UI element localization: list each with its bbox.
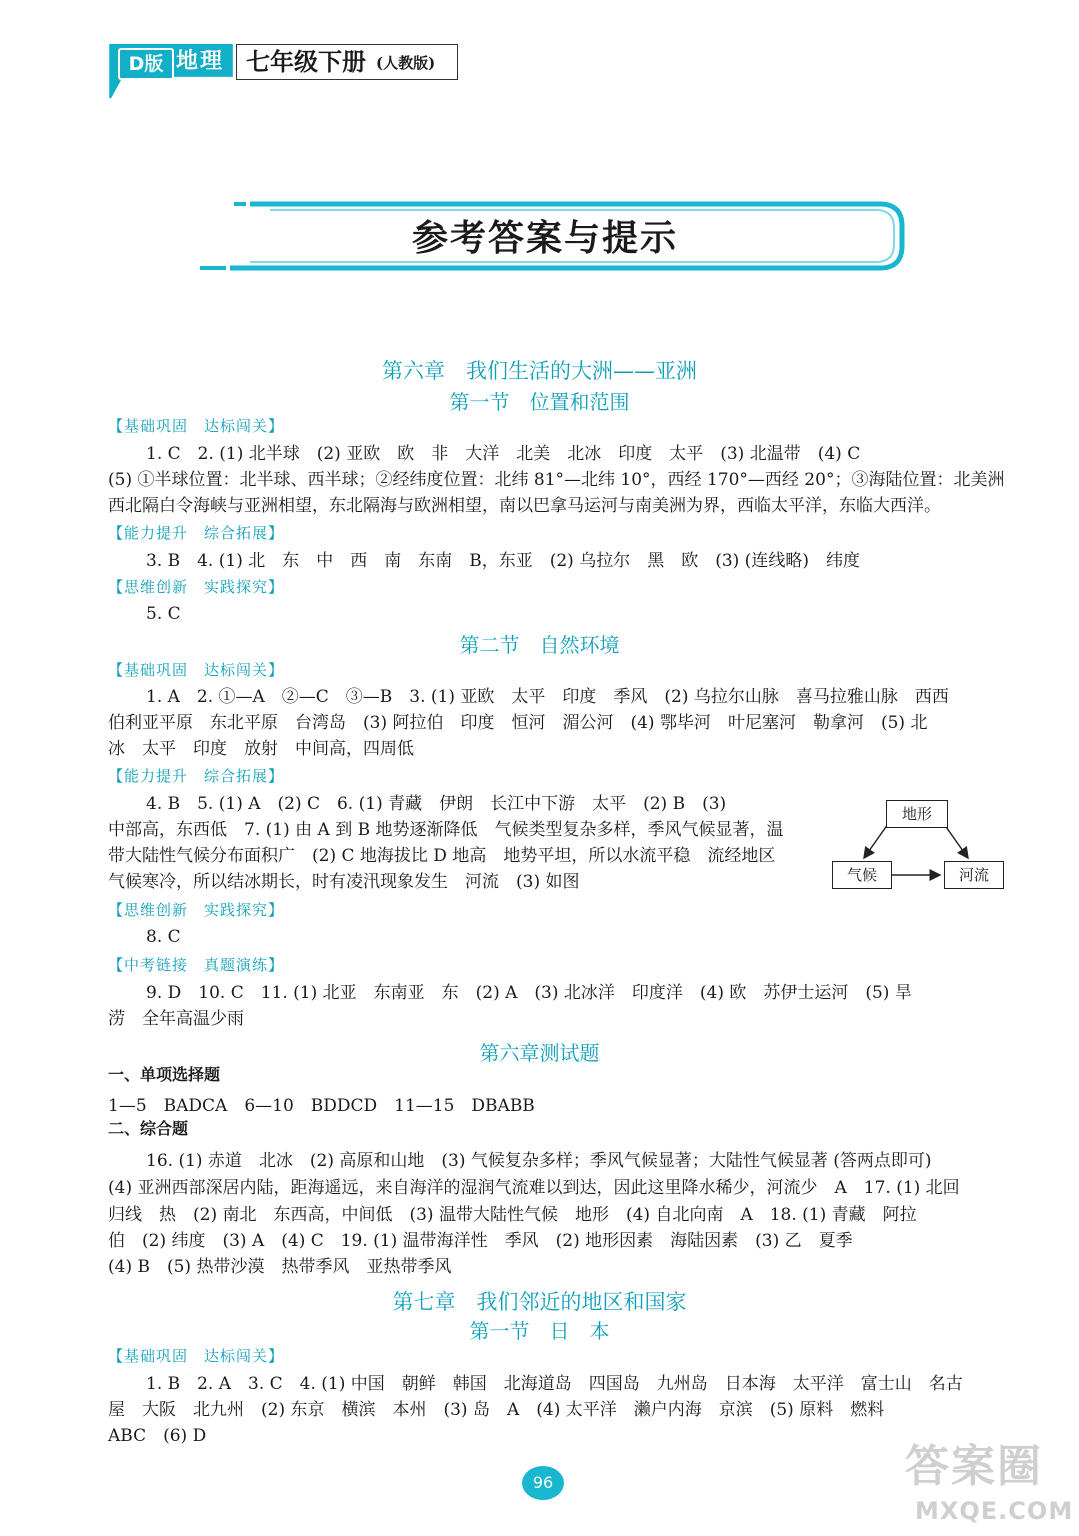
ch6-s2-line-9: 9. D 10. C 11. (1) 北亚 东南亚 东 (2) A (3) 北冰洋 印度洋 (4) 欧 苏伊士运河 (5) 旱 [146, 983, 912, 1003]
diagram-node-landform: 地形 [886, 800, 948, 828]
ch6-s2-line-2: 伯利亚平原 东北平原 台湾岛 (3) 阿拉伯 印度 恒河 湄公河 (4) 鄂毕河 叶尼塞河 勒拿河 (5) 北 [108, 713, 928, 733]
ch6-s2-tag-exam: 【中考链接 真题演练】 [108, 956, 285, 974]
subject-label: 地理 [176, 49, 225, 74]
ch7-s1-line-3: ABC (6) D [108, 1426, 207, 1446]
ch6-s2-line-5: 中部高，东西低 7. (1) 由 A 到 B 地势逐渐降低 气候类型复杂多样，季风气候显著，温 [108, 820, 784, 840]
ch6-section-1-title: 第一节 位置和范围 [449, 390, 630, 414]
ch6-s1-tag-basic: 【基础巩固 达标闯关】 [108, 417, 285, 435]
page-title: 参考答案与提示 [411, 217, 678, 259]
chapter-7-title: 第七章 我们邻近的地区和国家 [392, 1290, 687, 1314]
ch6-s2-line-1: 1. A 2. ①—A ②—C ③—B 3. (1) 亚欧 太平 印度 季风 (2) 乌拉尔山脉 喜马拉雅山脉 西西 [146, 687, 949, 707]
ch6-s2-tag-basic: 【基础巩固 达标闯关】 [108, 661, 285, 679]
ch6-s1-line-4: 3. B 4. (1) 北 东 中 西 南 东南 B，东亚 (2) 乌拉尔 黑 欧 (3) (连线略) 纬度 [146, 551, 860, 571]
ch6-test-heading-2: 二、综合题 [108, 1119, 189, 1138]
ch6-s2-line-4: 4. B 5. (1) A (2) C 6. (1) 青藏 伊朗 长江中下游 太平 (2) B (3) [146, 794, 727, 814]
ch6-s2-tag-thinking: 【思维创新 实践探究】 [108, 901, 285, 919]
watermark-logo [895, 1440, 1074, 1530]
ch7-section-1-title: 第一节 日 本 [469, 1319, 610, 1343]
grade-label: 七年级下册 [246, 47, 366, 76]
page-number: 96 [522, 1466, 564, 1500]
ch6-s2-line-3: 冰 太平 印度 放射 中间高，四周低 [108, 739, 414, 759]
ch7-s1-line-1: 1. B 2. A 3. C 4. (1) 中国 朝鲜 韩国 北海道岛 四国岛 九州岛 日本海 太平洋 富士山 名古 [146, 1374, 963, 1394]
chapter-6-title: 第六章 我们生活的大洲——亚洲 [382, 359, 697, 383]
ch6-test-line-5: 伯 (2) 纬度 (3) A (4) C 19. (1) 温带海洋性 季风 (2) 地形因素 海陆因素 (3) 乙 夏季 [108, 1231, 853, 1251]
ch6-test-line-3: (4) 亚洲西部深居内陆，距海遥远，来自海洋的湿润气流难以到达，因此这里降水稀少，河流少 A 17. (1) 北回 [108, 1178, 960, 1198]
ch6-s1-line-2: (5) ①半球位置：北半球、西半球；②经纬度位置：北纬 81°—北纬 10°，西经 170°—西经 20°；③海陆位置：北美洲 [108, 470, 1005, 490]
watermark-text: 答案圈 [905, 1441, 1043, 1492]
ch6-s1-line-1: 1. C 2. (1) 北半球 (2) 亚欧 欧 非 大洋 北美 北冰 印度 太平 (3) 北温带 (4) C [146, 444, 861, 464]
diagram-node-climate: 气候 [832, 861, 892, 889]
ch6-test-line-1: 1—5 BADCA 6—10 BDDCD 11—15 DBABB [108, 1096, 535, 1116]
ch6-test-line-2: 16. (1) 赤道 北冰 (2) 高原和山地 (3) 气候复杂多样；季风气候显著；大陆性气候显著 (答两点即可) [146, 1151, 932, 1171]
ch6-test-line-6: (4) B (5) 热带沙漠 热带季风 亚热带季风 [108, 1257, 452, 1277]
ch6-section-2-title: 第二节 自然环境 [459, 633, 620, 657]
edition-badge: D版 [118, 48, 174, 80]
ch6-s1-tag-thinking: 【思维创新 实践探究】 [108, 578, 285, 596]
watermark-url: MXQE.COM [915, 1497, 1074, 1525]
ch6-test-line-4: 归线 热 (2) 南北 东西高，中间低 (3) 温带大陆性气候 地形 (4) 自北向南 A 18. (1) 青藏 阿拉 [108, 1205, 917, 1225]
ch6-s1-line-3: 西北隔白令海峡与亚洲相望，东北隔海与欧洲相望，南以巴拿马运河与南美洲为界，西临太平洋，东临大西洋。 [108, 496, 941, 516]
ch6-test-heading-1: 一、单项选择题 [108, 1065, 221, 1084]
ch6-test-title: 第六章测试题 [479, 1041, 600, 1065]
ch7-s1-tag-basic: 【基础巩固 达标闯关】 [108, 1347, 285, 1365]
diagram-node-river: 河流 [944, 861, 1004, 889]
ch6-s2-tag-ability: 【能力提升 综合拓展】 [108, 767, 285, 785]
ch7-s1-line-2: 屋 大阪 北九州 (2) 东京 横滨 本州 (3) 岛 A (4) 太平洋 濑户内海 京滨 (5) 原料 燃料 [108, 1400, 885, 1420]
ch6-s1-line-5: 5. C [146, 604, 181, 624]
publisher-label: (人教版) [376, 54, 436, 72]
ch6-s2-line-8: 8. C [146, 927, 181, 947]
ch6-s2-line-6: 带大陆性气候分布面积广 (2) C 地海拔比 D 地高 地势平坦，所以水流平稳 流经地区 [108, 846, 776, 866]
ch6-s2-line-10: 涝 全年高温少雨 [108, 1009, 244, 1029]
ch6-s2-line-7: 气候寒冷，所以结冰期长，时有凌汛现象发生 河流 (3) 如图 [108, 872, 580, 892]
ch6-s1-tag-ability: 【能力提升 综合拓展】 [108, 524, 285, 542]
